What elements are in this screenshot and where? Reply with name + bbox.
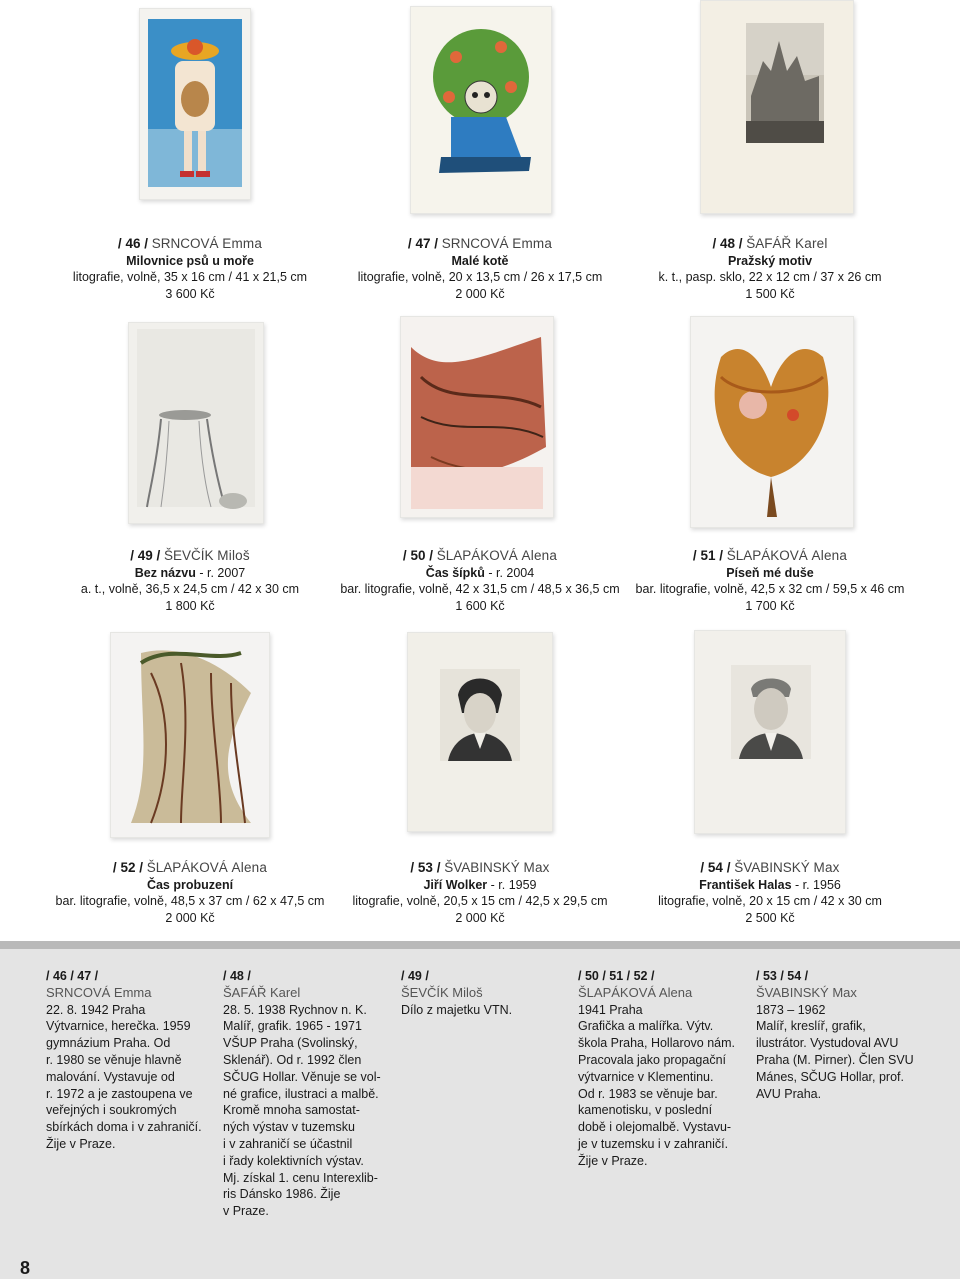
lot-52-title: Čas probuzení bbox=[146, 877, 234, 892]
bio-svabinsky-lots: / 53 / 54 / bbox=[756, 969, 809, 983]
bio-line: výtvarnice v Klementinu. bbox=[578, 1069, 714, 1084]
bio-line: době i olejomalbě. Vystavu- bbox=[578, 1120, 732, 1135]
artwork-48-image bbox=[700, 0, 854, 214]
lot-46-title: Milovnice psů u moře bbox=[126, 253, 254, 268]
bio-line: malování. Vystavuje od bbox=[46, 1069, 175, 1084]
lot-49-price: 1 800 Kč bbox=[165, 598, 215, 613]
lot-48-price: 1 500 Kč bbox=[745, 286, 795, 301]
lot-50-caption bbox=[330, 548, 630, 614]
bio-line: ilustrátor. Vystudoval AVU bbox=[756, 1036, 899, 1051]
bio-svabinsky bbox=[756, 968, 921, 1102]
bio-line: veřejných i soukromých bbox=[46, 1103, 177, 1118]
bio-line: je v tuzemsku i v zahraničí. bbox=[578, 1136, 729, 1151]
bio-slapakova-artist: ŠLAPÁKOVÁ Alena bbox=[578, 984, 693, 1000]
lot-46-technique: litografie, volně, 35 x 16 cm / 41 x 21,5 cm bbox=[72, 270, 308, 284]
bio-line: Výtvarnice, herečka. 1959 bbox=[46, 1019, 191, 1034]
lot-48-technique: k. t., pasp. sklo, 22 x 12 cm / 37 x 26 cm bbox=[658, 270, 882, 284]
artwork-50-image bbox=[400, 316, 554, 518]
bio-line: Sklenář). Od r. 1992 člen bbox=[223, 1052, 362, 1067]
lot-52-caption bbox=[40, 860, 340, 926]
lot-46-caption bbox=[40, 236, 340, 302]
lot-51-technique: bar. litografie, volně, 42,5 x 32 cm / 59,5 x 46 cm bbox=[635, 582, 905, 596]
bio-line: VŠUP Praha (Svolinský, bbox=[223, 1036, 358, 1051]
bio-line: Dílo z majetku VTN. bbox=[401, 1002, 513, 1017]
artwork-51-image bbox=[690, 316, 854, 528]
lot-49-caption bbox=[40, 548, 340, 614]
bio-safar bbox=[223, 968, 388, 1220]
bio-line: škola Praha, Hollarovo nám. bbox=[578, 1036, 736, 1051]
bio-line: sbírkách doma i v zahraničí. bbox=[46, 1120, 202, 1135]
lot-53-price: 2 000 Kč bbox=[455, 910, 505, 925]
lot-54-price: 2 500 Kč bbox=[745, 910, 795, 925]
bio-line: Praha (M. Pirner). Člen SVU bbox=[756, 1052, 914, 1067]
lot-49-title: Bez názvu - r. 2007 bbox=[134, 565, 246, 580]
bio-line: SČUG Hollar. Věnuje se vol- bbox=[223, 1069, 381, 1084]
lot-53-technique: litografie, volně, 20,5 x 15 cm / 42,5 x 29,5 cm bbox=[352, 894, 608, 908]
bio-svabinsky-artist: ŠVABINSKÝ Max bbox=[756, 984, 857, 1000]
bio-line: kamenotisku, v poslední bbox=[578, 1103, 713, 1118]
artwork-49-image bbox=[128, 322, 264, 524]
lot-51-price: 1 700 Kč bbox=[745, 598, 795, 613]
artwork-53-image bbox=[407, 632, 553, 832]
lot-47-caption bbox=[330, 236, 630, 302]
bio-slapakova-lots: / 50 / 51 / 52 / bbox=[578, 969, 655, 983]
lot-51-title: Píseň mé duše bbox=[726, 565, 814, 580]
lot-47-technique: litografie, volně, 20 x 13,5 cm / 26 x 17,5 cm bbox=[357, 270, 603, 284]
bio-line: ris Dánsko 1986. Žije bbox=[223, 1187, 341, 1202]
lot-48-heading: / 48 / ŠAFÁŘ Karel bbox=[712, 236, 828, 251]
bio-line: Žije v Praze. bbox=[578, 1153, 648, 1168]
bio-line: Žije v Praze. bbox=[46, 1136, 116, 1151]
bio-line: ných výstav v tuzemsku bbox=[223, 1120, 355, 1135]
bio-sevcik bbox=[401, 968, 566, 1018]
biography-band-rule bbox=[0, 941, 960, 949]
lot-54-title: František Halas - r. 1956 bbox=[699, 877, 841, 892]
artwork-46-image bbox=[139, 8, 251, 200]
bio-srncova bbox=[46, 968, 211, 1153]
bio-sevcik-lots: / 49 / bbox=[401, 969, 429, 983]
lot-47-price: 2 000 Kč bbox=[455, 286, 505, 301]
bio-line: i řady kolektivních výstav. bbox=[223, 1153, 364, 1168]
lot-53-heading: / 53 / ŠVABINSKÝ Max bbox=[410, 860, 550, 875]
artwork-54-image bbox=[694, 630, 846, 834]
bio-line: 1941 Praha bbox=[578, 1002, 643, 1017]
bio-sevcik-artist: ŠEVČÍK Miloš bbox=[401, 984, 483, 1000]
bio-line: Malíř, kreslíř, grafik, bbox=[756, 1019, 866, 1034]
bio-line: Mánes, SČUG Hollar, prof. bbox=[756, 1069, 904, 1084]
bio-line: r. 1980 se věnuje hlavně bbox=[46, 1052, 182, 1067]
bio-line: 28. 5. 1938 Rychnov n. K. bbox=[223, 1002, 367, 1017]
lot-50-technique: bar. litografie, volně, 42 x 31,5 cm / 48,5 x 36,5 cm bbox=[340, 582, 620, 596]
bio-safar-artist: ŠAFÁŘ Karel bbox=[223, 984, 301, 1000]
lot-50-price: 1 600 Kč bbox=[455, 598, 505, 613]
lot-50-title: Čas šípků - r. 2004 bbox=[425, 565, 535, 580]
lot-48-caption bbox=[620, 236, 920, 302]
lot-47-title: Malé kotě bbox=[451, 253, 509, 268]
bio-line: i v zahraničí se účastnil bbox=[223, 1136, 353, 1151]
lot-54-heading: / 54 / ŠVABINSKÝ Max bbox=[700, 860, 840, 875]
lot-49-technique: a. t., volně, 36,5 x 24,5 cm / 42 x 30 cm bbox=[80, 582, 300, 596]
lot-49-heading: / 49 / ŠEVČÍK Miloš bbox=[130, 548, 250, 563]
lot-53-title: Jiří Wolker - r. 1959 bbox=[423, 877, 537, 892]
bio-line: Od r. 1983 se věnuje bar. bbox=[578, 1086, 718, 1101]
lot-47-heading: / 47 / SRNCOVÁ Emma bbox=[407, 236, 553, 251]
bio-line: 22. 8. 1942 Praha bbox=[46, 1002, 146, 1017]
bio-line: Pracovala jako propagační bbox=[578, 1052, 727, 1067]
lot-52-heading: / 52 / ŠLAPÁKOVÁ Alena bbox=[112, 860, 268, 875]
bio-line: AVU Praha. bbox=[756, 1086, 822, 1101]
bio-slapakova bbox=[578, 968, 743, 1170]
bio-line: Malíř, grafik. 1965 - 1971 bbox=[223, 1019, 362, 1034]
lot-50-heading: / 50 / ŠLAPÁKOVÁ Alena bbox=[402, 548, 558, 563]
lot-46-price: 3 600 Kč bbox=[165, 286, 215, 301]
bio-line: Grafička a malířka. Výtv. bbox=[578, 1019, 714, 1034]
lot-54-technique: litografie, volně, 20 x 15 cm / 42 x 30 cm bbox=[658, 894, 882, 908]
page-number: 8 bbox=[20, 1258, 31, 1278]
bio-line: Mj. získal 1. cenu Interexlib- bbox=[223, 1170, 378, 1185]
lot-54-caption bbox=[620, 860, 920, 926]
lot-53-caption bbox=[330, 860, 630, 926]
bio-srncova-lots: / 46 / 47 / bbox=[46, 969, 99, 983]
artwork-47-image bbox=[410, 6, 552, 214]
lot-48-title: Pražský motiv bbox=[727, 253, 813, 268]
lot-51-caption bbox=[620, 548, 920, 614]
bio-line: r. 1972 a je zastoupena ve bbox=[46, 1086, 193, 1101]
bio-line: Kromě mnoha samostat- bbox=[223, 1103, 360, 1118]
bio-line: gymnázium Praha. Od bbox=[46, 1036, 171, 1051]
bio-line: 1873 – 1962 bbox=[756, 1002, 826, 1017]
lot-46-heading: / 46 / SRNCOVÁ Emma bbox=[117, 236, 263, 251]
bio-safar-lots: / 48 / bbox=[223, 969, 251, 983]
lot-52-price: 2 000 Kč bbox=[165, 910, 215, 925]
lot-51-heading: / 51 / ŠLAPÁKOVÁ Alena bbox=[692, 548, 848, 563]
artwork-52-image bbox=[110, 632, 270, 838]
lot-52-technique: bar. litografie, volně, 48,5 x 37 cm / 62 x 47,5 cm bbox=[55, 894, 325, 908]
bio-line: v Praze. bbox=[223, 1204, 269, 1219]
bio-srncova-artist: SRNCOVÁ Emma bbox=[46, 984, 152, 1000]
bio-line: né grafice, ilustraci a malbě. bbox=[223, 1086, 379, 1101]
